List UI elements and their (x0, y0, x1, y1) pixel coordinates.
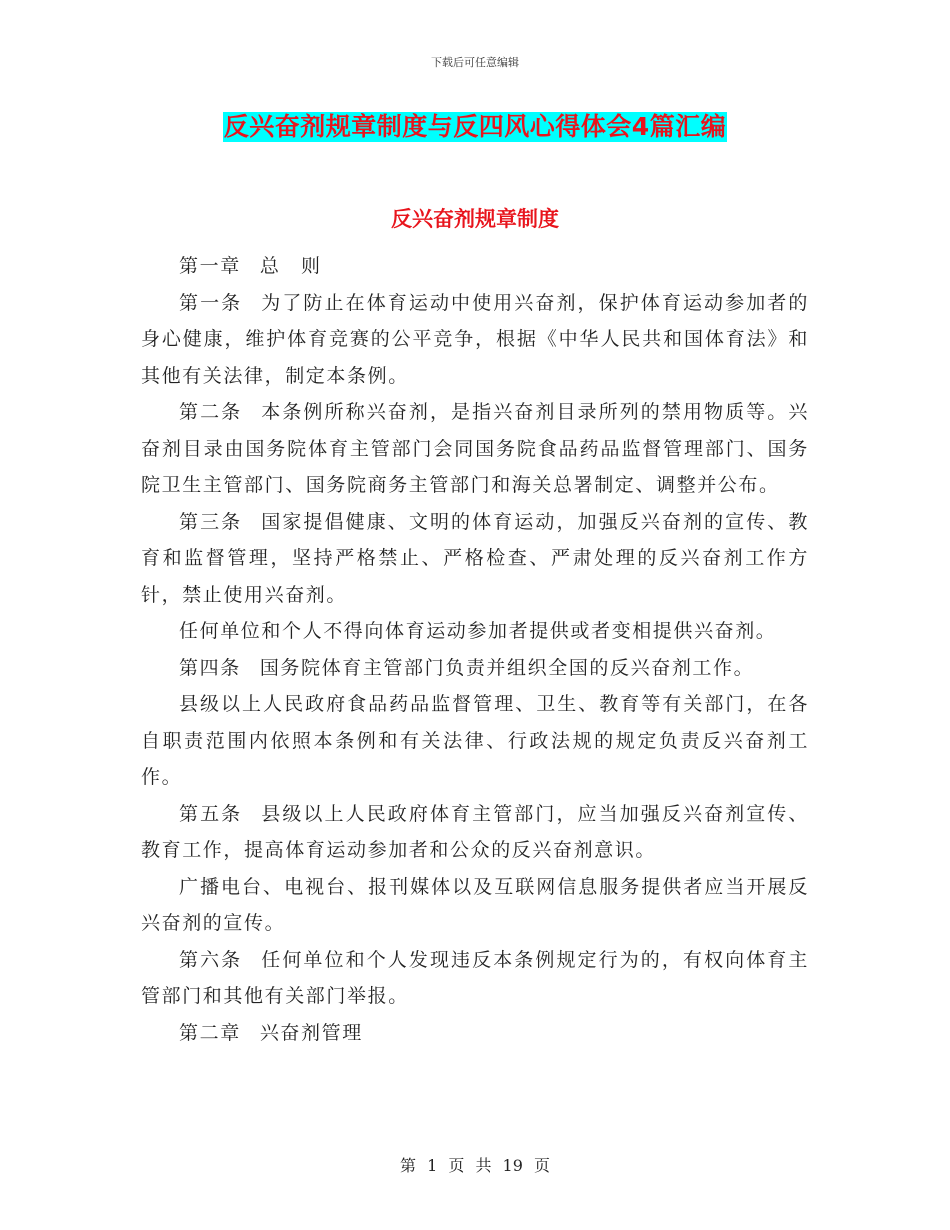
paragraph-text: 广播电台、电视台、报刊媒体以及互联网信息服务提供者应当开展反兴奋剂的宣传。 (141, 875, 809, 934)
article-label: 第六条 (179, 948, 243, 971)
article-label: 第一章 (179, 255, 241, 277)
paragraph-text: 本条例所称兴奋剂，是指兴奋剂目录所列的禁用物质等。兴奋剂目录由国务院体育主管部门会同国务院食品药品监督管理部门、国务院卫生主管部门、国务院商务主管部门和海关总署制定、调整并公布。 (141, 401, 809, 496)
footer-mid: 页 共 (448, 1156, 492, 1175)
article-label: 第二章 (179, 1021, 241, 1044)
article-label: 第四条 (179, 656, 241, 679)
article-label: 第一条 (179, 291, 243, 314)
paragraph (141, 1015, 809, 1052)
current-page: 1 (427, 1156, 438, 1175)
header-note: 下载后可任意编辑 (431, 56, 519, 69)
section-title: 反兴奋剂规章制度 (391, 207, 559, 231)
article-label: 第三条 (179, 510, 243, 533)
article-label: 第二条 (179, 401, 243, 423)
paragraph-text: 县级以上人民政府食品药品监督管理、卫生、教育等有关部门，在各自职责范围内依照本条例和有关法律、行政法规的规定负责反兴奋剂工作。 (141, 693, 809, 788)
paragraph (141, 248, 809, 285)
paragraph (141, 504, 809, 614)
total-pages: 19 (502, 1156, 523, 1175)
paragraph-text: 为了防止在体育运动中使用兴奋剂，保护体育运动参加者的身心健康，维护体育竞赛的公平竞争，根据《中华人民共和国体育法》和其他有关法律，制定本条例。 (141, 291, 809, 387)
paragraph (141, 613, 809, 650)
paragraph-text: 任何单位和个人不得向体育运动参加者提供或者变相提供兴奋剂。 (179, 620, 777, 642)
paragraph (141, 796, 809, 869)
footer-suffix: 页 (534, 1156, 551, 1175)
paragraph (141, 650, 809, 687)
main-title-wrap (0, 112, 950, 142)
paragraph (141, 869, 809, 942)
article-label: 第五条 (179, 802, 243, 825)
paragraph (141, 285, 809, 395)
paragraph-text: 县级以上人民政府体育主管部门，应当加强反兴奋剂宣传、教育工作，提高体育运动参加者和公众的反兴奋剂意识。 (141, 802, 809, 861)
paragraph-text: 任何单位和个人发现违反本条例规定行为的，有权向体育主管部门和其他有关部门举报。 (141, 948, 809, 1007)
main-title: 反兴奋剂规章制度与反四风心得体会4篇汇编 (223, 112, 727, 141)
document-body (141, 248, 809, 1051)
footer-prefix: 第 (399, 1156, 416, 1175)
paragraph-text: 兴奋剂管理 (259, 1021, 363, 1044)
paragraph (141, 394, 809, 504)
page-footer (0, 1153, 950, 1176)
paragraph-text: 总 则 (259, 255, 322, 277)
paragraph-text: 国务院体育主管部门负责并组织全国的反兴奋剂工作。 (259, 656, 755, 679)
paragraph-text: 国家提倡健康、文明的体育运动，加强反兴奋剂的宣传、教育和监督管理，坚持严格禁止、严格检查、严肃处理的反兴奋剂工作方针，禁止使用兴奋剂。 (141, 510, 809, 606)
paragraph (141, 942, 809, 1015)
paragraph (141, 686, 809, 796)
